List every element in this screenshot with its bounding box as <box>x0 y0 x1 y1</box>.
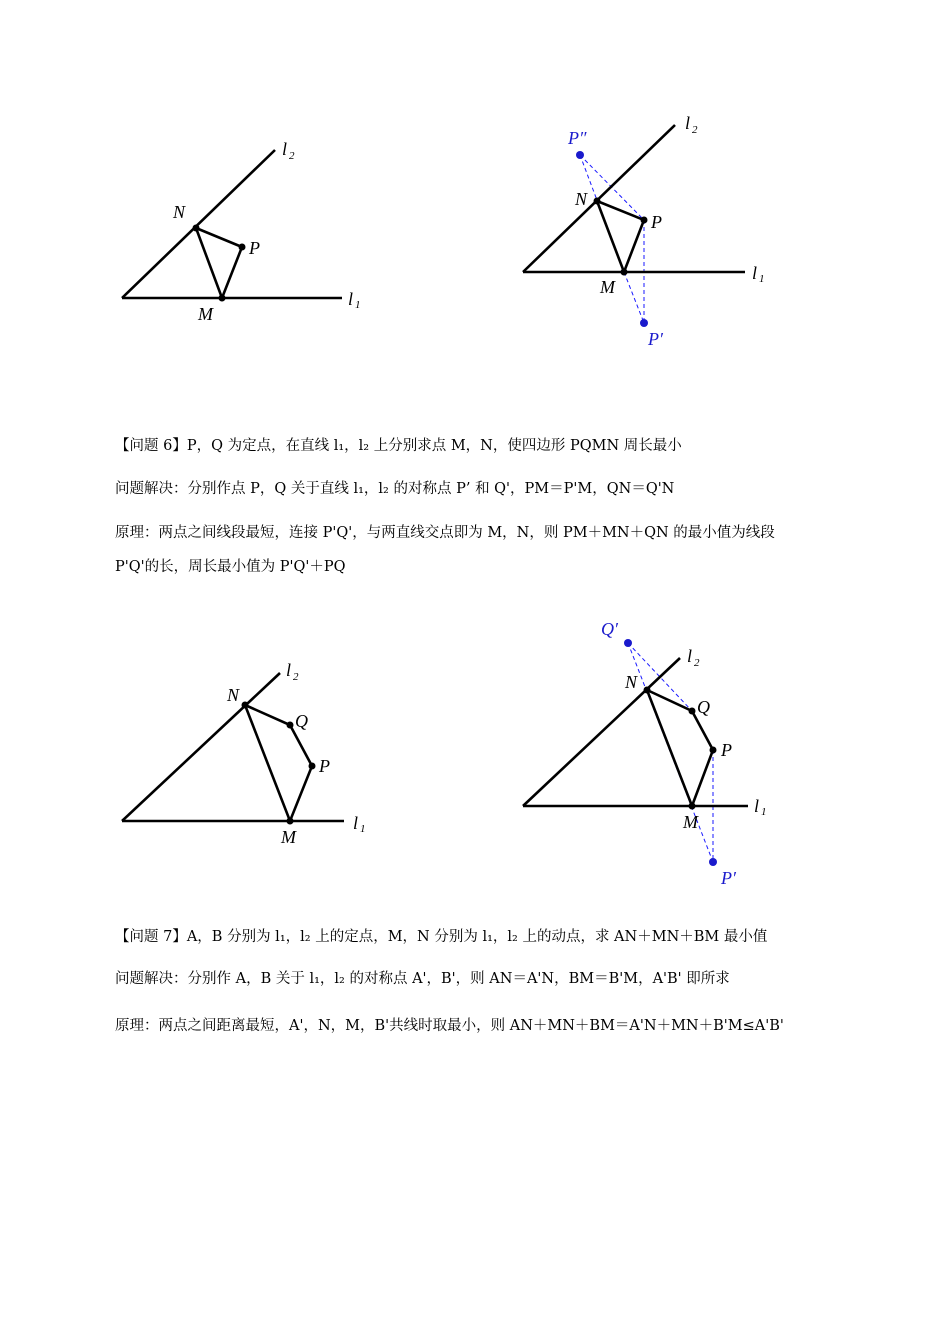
label-P-prime: P′ <box>721 868 736 888</box>
label-Q: Q <box>697 697 710 717</box>
label-l2: l <box>687 646 693 666</box>
label-l2-sub: 2 <box>289 150 295 162</box>
problem7-title: 【问题 7】A，B 分别为 l₁，l₂ 上的定点，M，N 分别为 l₁，l₂ 上的动点，求 AN＋MN＋BM 最小值 <box>115 929 768 945</box>
figure-4 <box>523 619 767 888</box>
problem6-principle-line2: P'Q'的长，周长最小值为 P'Q'＋PQ <box>115 559 346 575</box>
label-l2: l <box>685 113 691 133</box>
label-l1-sub: 1 <box>360 823 366 835</box>
label-l1: l <box>754 796 760 816</box>
label-M: M <box>281 827 296 847</box>
label-l2-sub: 2 <box>692 124 698 136</box>
figure-3 <box>122 660 366 847</box>
label-l1-sub: 1 <box>761 806 767 818</box>
label-N: N <box>625 672 638 692</box>
label-P: P <box>651 212 662 232</box>
label-P-prime: P′ <box>648 329 663 349</box>
label-P: P <box>721 740 732 760</box>
problem7-principle: 原理：两点之间距离最短，A'，N，M，B'共线时取最小，则 AN＋MN＋BM＝A'N＋MN＋B'M≤A'B' <box>115 1018 784 1034</box>
problem6-solution: 问题解决：分别作点 P，Q 关于直线 l₁，l₂ 的对称点 P’ 和 Q'，PM＝P'M，QN＝Q'N <box>115 481 675 497</box>
label-l2: l <box>282 139 288 159</box>
label-l1: l <box>752 263 758 283</box>
label-P-double-prime: P″ <box>568 128 587 148</box>
label-l2-sub: 2 <box>694 657 700 669</box>
label-Q-prime: Q′ <box>601 619 618 639</box>
label-M: M <box>683 812 698 832</box>
label-M: M <box>198 304 213 324</box>
label-l2-sub: 2 <box>293 671 299 683</box>
label-M: M <box>600 277 615 297</box>
label-N: N <box>173 202 186 222</box>
label-l1-sub: 1 <box>355 299 361 311</box>
problem6-principle-line1: 原理：两点之间线段最短，连接 P'Q'，与两直线交点即为 M，N，则 PM＋MN＋QN 的最小值为线段 <box>115 525 775 541</box>
label-l2: l <box>286 660 292 680</box>
problem7-solution: 问题解决：分别作 A，B 关于 l₁，l₂ 的对称点 A'，B'，则 AN＝A'N，BM＝B'M，A'B' 即所求 <box>115 971 730 987</box>
label-l1: l <box>348 289 354 309</box>
label-P: P <box>319 756 330 776</box>
label-Q: Q <box>295 711 308 731</box>
problem6-title: 【问题 6】P，Q 为定点，在直线 l₁，l₂ 上分别求点 M，N，使四边形 PQMN 周长最小 <box>115 438 682 454</box>
label-N: N <box>227 685 240 705</box>
label-N: N <box>575 189 588 209</box>
label-l1: l <box>353 813 359 833</box>
figure-1 <box>122 139 361 324</box>
label-l1-sub: 1 <box>759 273 765 285</box>
label-P: P <box>249 238 260 258</box>
figure-2 <box>523 113 765 349</box>
